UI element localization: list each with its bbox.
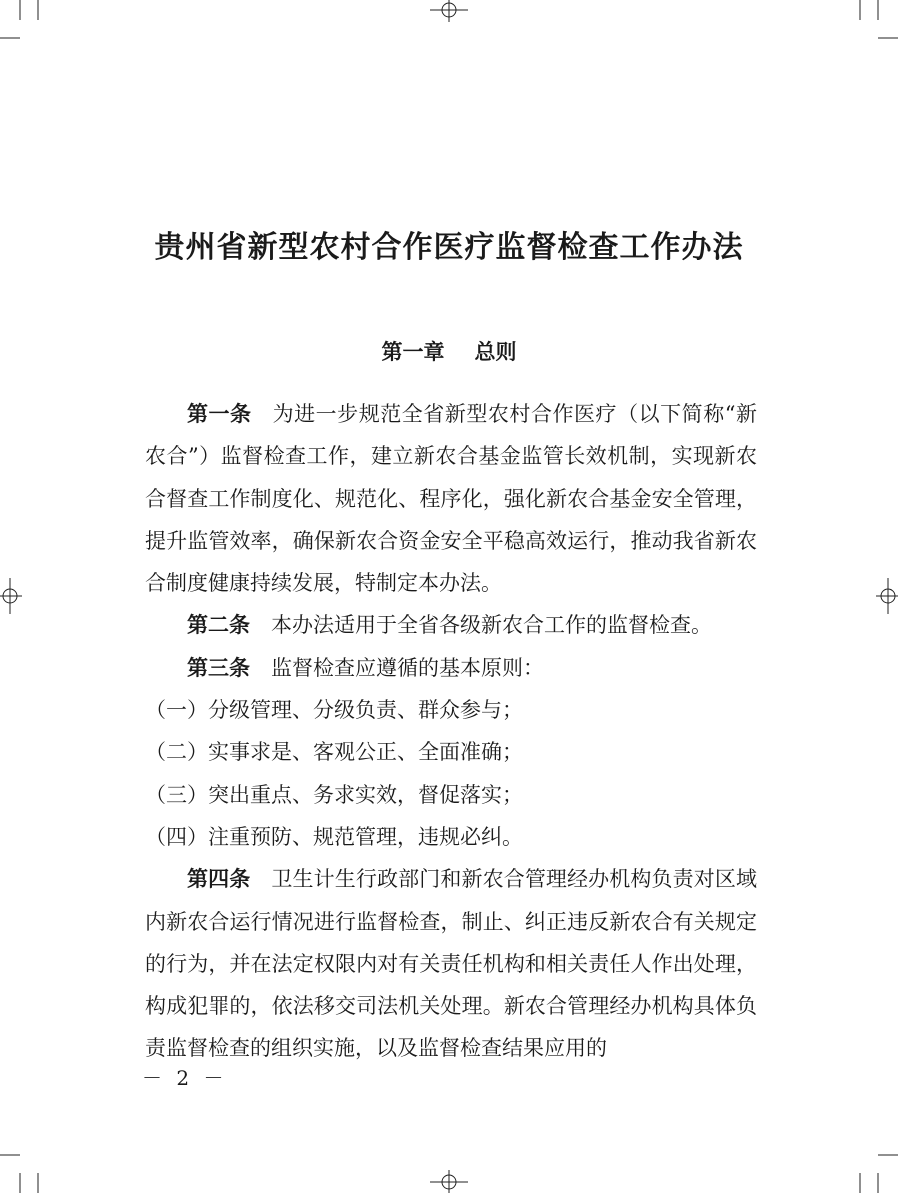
principle-item: （一）分级管理、分级负责、群众参与； — [145, 698, 523, 723]
document-title: 贵州省新型农村合作医疗监督检查工作办法 — [154, 230, 744, 265]
chapter-name: 总则 — [474, 340, 517, 364]
chapter-number: 第一章 — [381, 340, 445, 364]
article-text: 本办法适用于全省各级新农合工作的监督检查。 — [271, 613, 712, 638]
article-label: 第一条 — [187, 402, 252, 426]
principle-item: （三）突出重点、务求实效，督促落实； — [145, 782, 523, 807]
article-3 — [145, 647, 757, 689]
article-text: 卫生计生行政部门和新农合管理经办机构负责对区域内新农合运行情况进行监督检查，制止、纠正违反新农合有关规定的行为，并在法定权限内对有关责任机构和相关责任人作出处理，构成犯罪的，依法移交司法机关处理。新农合管理经办机构具体负责监督检查的组织实施，以及监督检查结果应用的 — [145, 867, 758, 1061]
registration-mark-bottom — [430, 1170, 468, 1193]
article-1 — [145, 393, 757, 604]
article-text: 监督检查应遵循的基本原则： — [271, 655, 544, 680]
article-2 — [145, 604, 757, 646]
article-label: 第三条 — [187, 655, 250, 680]
registration-mark-top — [430, 0, 468, 22]
page-number: － 2 － — [142, 1066, 228, 1090]
article-label: 第二条 — [187, 613, 250, 638]
chapter-heading — [0, 336, 898, 366]
principle-item: （二）实事求是、客观公正、全面准确； — [145, 740, 523, 765]
registration-mark-right — [876, 578, 898, 614]
article-text: 为进一步规范全省新型农村合作医疗（以下简称“新农合”）监督检查工作，建立新农合基金监管长效机制，实现新农合督查工作制度化、规范化、程序化，强化新农合基金安全管理，提升监管效率，确保新农合资金安全平稳高效运行，推动我省新农合制度健康持续发展，特制定本办法。 — [145, 402, 758, 596]
principle-item: （四）注重预防、规范管理，违规必纠。 — [145, 824, 523, 849]
document-body — [145, 393, 757, 1070]
article-4 — [145, 858, 757, 1069]
registration-mark-left — [0, 578, 22, 614]
article-label: 第四条 — [187, 867, 251, 892]
